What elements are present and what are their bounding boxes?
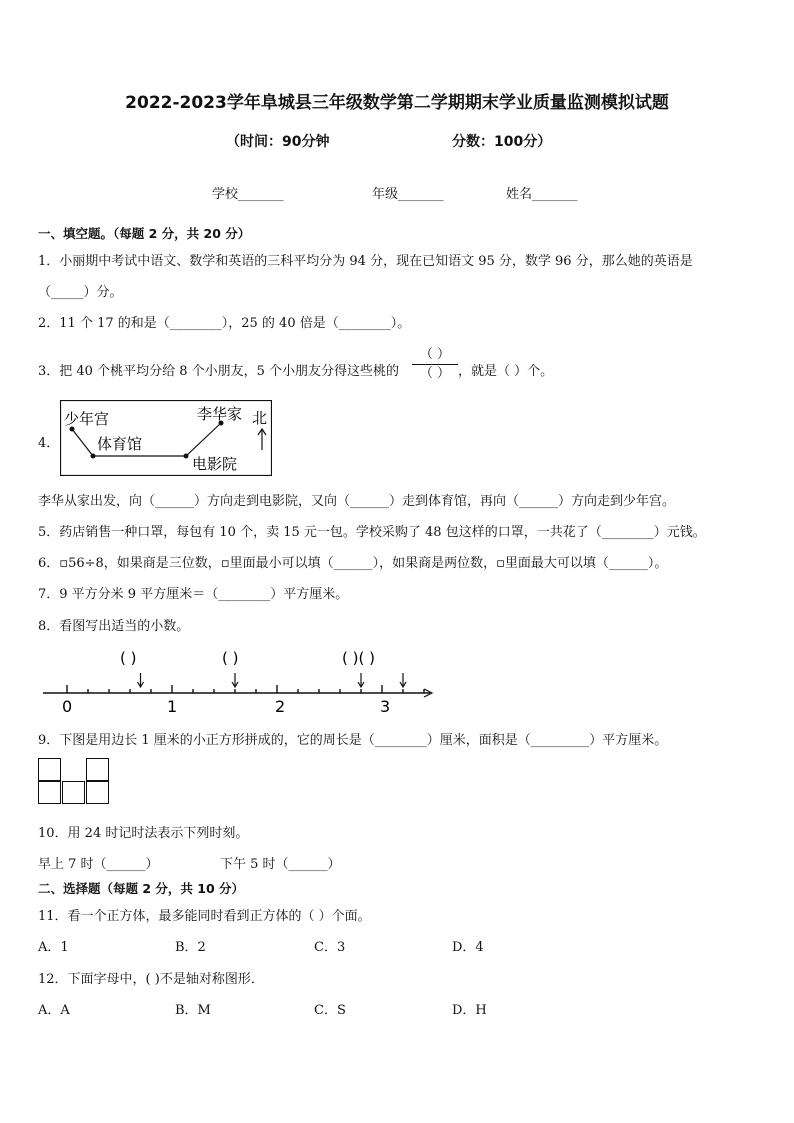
question-3-tail: ，就是（ ）个。 bbox=[458, 364, 554, 379]
grid-square bbox=[86, 758, 109, 781]
route-map-figure bbox=[60, 400, 272, 476]
number-line-figure bbox=[40, 645, 440, 717]
tick-label-2: 2 bbox=[275, 697, 286, 716]
section-choice: 二、选择题（每题 2 分，共 10 分） bbox=[38, 881, 245, 896]
question-7: 7．9 平方分米 9 平方厘米＝（________）平方厘米。 bbox=[38, 587, 349, 602]
bracket-3: ( )( ) bbox=[342, 649, 375, 667]
school-field: 学校_______ bbox=[212, 187, 284, 202]
dianyingyuan-point bbox=[184, 454, 189, 459]
question-11: 11．看一个正方体，最多能同时看到正方体的（ ）个面。 bbox=[38, 909, 371, 924]
dianyingyuan-label: 电影院 bbox=[192, 455, 238, 473]
grid-square bbox=[38, 758, 61, 781]
shaoniangong-label: 少年宫 bbox=[64, 410, 110, 428]
question-12: 12．下面字母中，( )不是轴对称图形． bbox=[38, 972, 264, 987]
route-map bbox=[60, 400, 272, 476]
question-2: 2．11 个 17 的和是（________），25 的 40 倍是（________）。 bbox=[38, 316, 411, 331]
name-field: 姓名_______ bbox=[506, 187, 578, 202]
bracket-1: ( ) bbox=[120, 649, 137, 667]
pointer-arrows bbox=[138, 673, 407, 687]
question-8: 8．看图写出适当的小数。 bbox=[38, 619, 190, 634]
tiyuguan-label: 体育馆 bbox=[97, 435, 143, 453]
tick-label-1: 1 bbox=[167, 697, 178, 716]
question-4-number: 4． bbox=[38, 436, 60, 451]
q11-option-b: B．2 bbox=[175, 940, 206, 955]
lihuajia-label: 李华家 bbox=[197, 405, 243, 423]
tick-label-0: 0 bbox=[62, 697, 73, 716]
fraction-bar bbox=[412, 364, 458, 365]
question-9: 9．下图是用边长 1 厘米的小正方形拼成的，它的周长是（________）厘米，面积是（_________）平方厘米。 bbox=[38, 733, 668, 748]
q12-option-a: A．A bbox=[38, 1003, 70, 1018]
fraction-denominator: （ ） bbox=[419, 366, 451, 381]
question-1-line2: （_____）分。 bbox=[38, 285, 123, 300]
grade-field: 年级_______ bbox=[372, 187, 444, 202]
tiyuguan-point bbox=[91, 454, 96, 459]
score-label: 分数：100分） bbox=[452, 134, 552, 150]
q12-option-b: B．M bbox=[175, 1003, 211, 1018]
bracket-2: ( ) bbox=[222, 649, 239, 667]
tick-label-3: 3 bbox=[380, 697, 391, 716]
section-fill-blank: 一、填空题。（每题 2 分，共 20 分） bbox=[38, 226, 251, 241]
question-3-fraction bbox=[412, 347, 458, 382]
fraction-numerator: （ ） bbox=[419, 347, 451, 362]
question-1-line1: 1．小丽期中考试中语文、数学和英语的三科平均分为 94 分，现在已知语文 95 分，数学 96 分，那么她的英语是 bbox=[38, 254, 693, 269]
page-title: 2022-2023学年阜城县三年级数学第二学期期末学业质量监测模拟试题 bbox=[125, 93, 669, 113]
question-10-a: 早上 7 时（______） bbox=[38, 857, 159, 872]
question-4-text: 李华从家出发，向（______）方向走到电影院，又向（______）走到体育馆，再向（______）方向走到少年宫。 bbox=[38, 494, 676, 509]
number-line bbox=[40, 645, 440, 721]
question-10-b: 下午 5 时（______） bbox=[220, 857, 341, 872]
q11-option-c: C．3 bbox=[314, 940, 346, 955]
grid-square bbox=[38, 781, 61, 804]
axis-ticks bbox=[67, 685, 440, 693]
question-5: 5．药店销售一种口罩，每包有 10 个，卖 15 元一包。学校采购了 48 包这样的口罩，一共花了（________）元钱。 bbox=[38, 525, 706, 540]
question-3-text: 3．把 40 个桃平均分给 8 个小朋友，5 个小朋友分得这些桃的 bbox=[38, 364, 400, 379]
grid-square bbox=[86, 781, 109, 804]
north-label: 北 bbox=[252, 409, 268, 427]
question-6: 6．▫56÷8，如果商是三位数，▫里面最小可以填（______），如果商是两位数，▫里面最大可以填（______）。 bbox=[38, 556, 668, 571]
grid-square bbox=[62, 781, 85, 804]
q11-option-a: A．1 bbox=[38, 940, 69, 955]
q12-option-d: D．H bbox=[452, 1003, 487, 1018]
q12-option-c: C．S bbox=[314, 1003, 346, 1018]
time-label: （时间：90分钟 bbox=[226, 134, 330, 150]
question-10: 10．用 24 时记时法表示下列时刻。 bbox=[38, 826, 249, 841]
q11-option-d: D．4 bbox=[452, 940, 484, 955]
